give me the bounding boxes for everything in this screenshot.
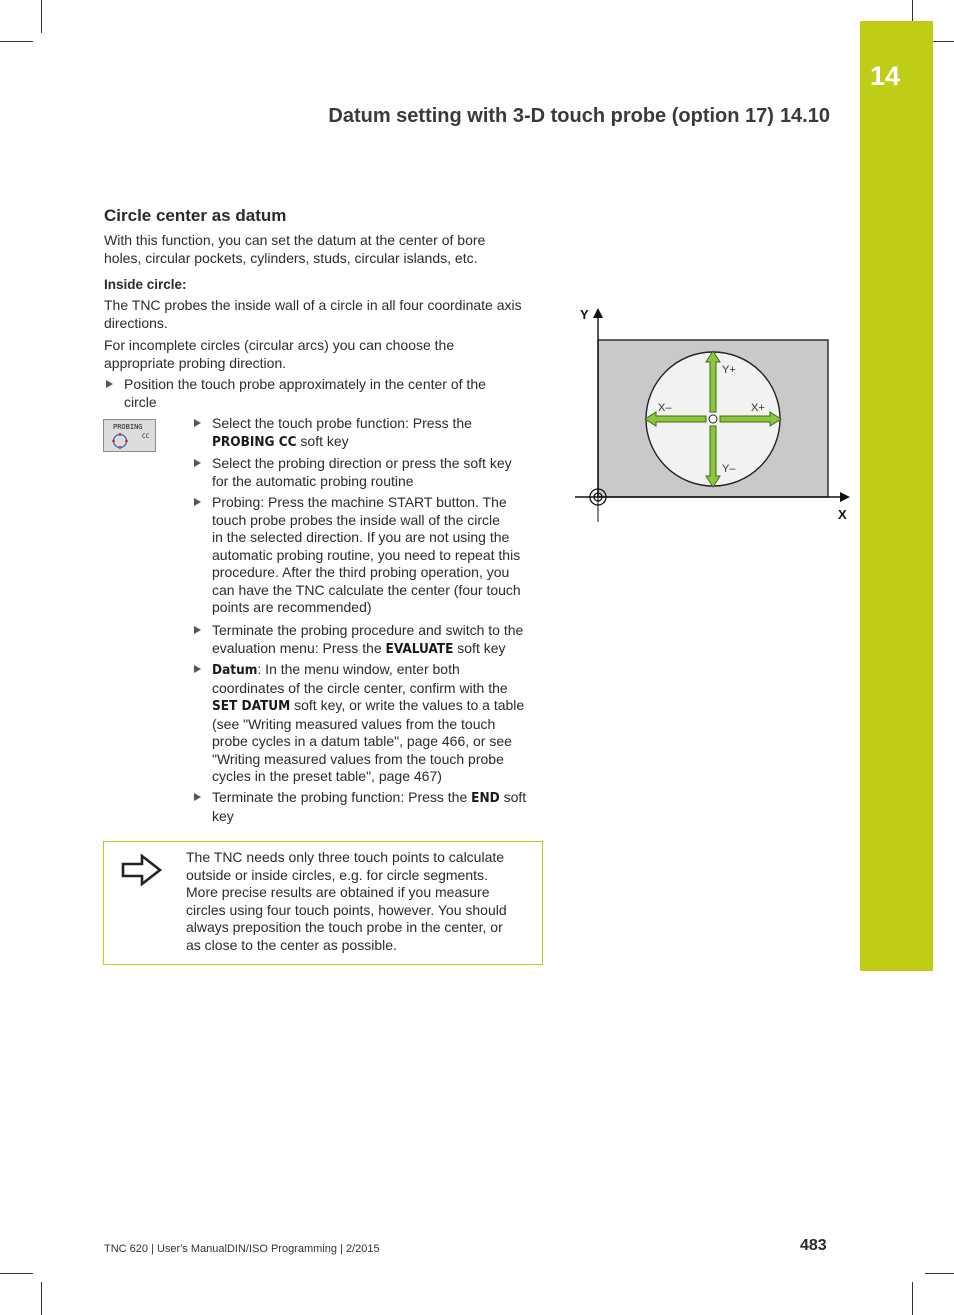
step-text: soft key: [296, 432, 349, 449]
label-x-minus: X–: [658, 402, 672, 414]
step-datum: [212, 661, 547, 786]
footer-text: TNC 620 | User's ManualDIN/ISO Programming | 2/2015: [104, 1243, 380, 1255]
intro-line: With this function, you can set the datum at the center of bore: [104, 232, 486, 248]
crop-mark: [933, 41, 954, 42]
inside-circle-heading: Inside circle:: [104, 277, 187, 292]
note-line: as close to the center as possible.: [186, 936, 397, 953]
softkey-name: END: [471, 790, 500, 806]
step-text: soft: [499, 789, 527, 805]
note-line: outside or inside circles, e.g. for circle segments.: [186, 866, 488, 883]
step-terminate-evaluate: [212, 622, 547, 658]
intro-paragraph: [104, 232, 544, 267]
crop-mark: [41, 0, 42, 33]
bullet-triangle-icon: [194, 459, 201, 467]
note-line: The TNC needs only three touch points to calculate: [186, 849, 505, 865]
inside-paragraph: [104, 297, 544, 332]
step-line: (see "Writing measured values from the touch: [212, 715, 496, 732]
label-y-plus: Y+: [722, 364, 736, 376]
step-text: soft key, or write the values to a table: [290, 697, 525, 713]
bullet-triangle-icon: [194, 626, 201, 634]
header-section-number: 14.10: [779, 105, 830, 127]
step-line: touch probe probes the inside wall of the circle: [212, 511, 500, 528]
step-terminate-probing: [212, 789, 547, 825]
step-line: procedure. After the third probing operation, you: [212, 564, 510, 580]
section-heading: Circle center as datum: [104, 206, 287, 225]
step-probing-start: [212, 494, 552, 617]
bullet-triangle-icon: [106, 380, 113, 388]
crop-mark: [41, 1282, 42, 1315]
axis-y-label: Y: [580, 307, 589, 322]
step-line: automatic probing routine, you need to repeat this: [212, 546, 521, 563]
crop-mark: [912, 0, 913, 21]
page-number: 483: [800, 1237, 827, 1254]
note-line: More precise results are obtained if you measure: [186, 884, 490, 900]
step-line: probe cycles in a datum table", page 466, or see: [212, 733, 512, 749]
crop-mark: [925, 1273, 954, 1274]
step-line: Terminate the probing procedure and switch to the: [212, 622, 524, 638]
step-line: for the automatic probing routine: [212, 472, 414, 489]
note-text: [186, 849, 536, 954]
softkey-name: EVALUATE: [385, 640, 454, 657]
bullet-triangle-icon: [194, 665, 201, 673]
step-line: Position the touch probe approximately in the center of the: [124, 376, 486, 392]
incomplete-line: For incomplete circles (circular arcs) you can choose the: [104, 337, 455, 353]
bullet-triangle-icon: [194, 419, 201, 427]
incomplete-line: appropriate probing direction.: [104, 354, 287, 371]
softkey-sublabel: CC: [142, 433, 150, 440]
softkey-name: SET DATUM: [212, 698, 291, 714]
step-text: evaluation menu: Press the: [212, 639, 386, 656]
label-x-plus: X+: [751, 402, 765, 414]
inside-line: The TNC probes the inside wall of a circle in all four coordinate axis: [104, 297, 522, 313]
inside-line: directions.: [104, 314, 168, 331]
step-line: coordinates of the circle center, confirm with the: [212, 679, 508, 696]
note-arrow-icon: [120, 852, 164, 888]
softkey-label: PROBING: [113, 423, 143, 431]
running-header: [328, 104, 830, 128]
step-line: key: [212, 807, 234, 824]
step-line: Select the touch probe function: Press the: [212, 415, 472, 431]
crop-mark: [0, 41, 33, 42]
bullet-triangle-icon: [194, 498, 201, 506]
probe-circle-icon: [104, 420, 155, 451]
softkey-name: PROBING CC: [212, 433, 297, 450]
chapter-tab: [860, 21, 933, 971]
step-probing-direction: [212, 455, 552, 490]
crop-mark: [0, 1273, 33, 1274]
circle-probing-diagram: [570, 300, 860, 530]
note-line: always preposition the touch probe in the center, or: [186, 919, 503, 935]
header-title: Datum setting with 3-D touch probe (option 17): [328, 105, 774, 127]
step-position-probe: [124, 376, 544, 411]
probe-center: [709, 415, 717, 423]
label-y-minus: Y–: [722, 463, 736, 475]
step-line: can have the TNC calculate the center (four touch: [212, 581, 521, 598]
step-select-function: [212, 415, 552, 451]
bullet-triangle-icon: [194, 793, 201, 801]
step-line: Select the probing direction or press the soft key: [212, 455, 512, 471]
note-line: circles using four touch points, however. You should: [186, 901, 507, 918]
step-text: Terminate the probing function: Press the: [212, 789, 472, 805]
chapter-number: 14: [870, 61, 901, 91]
step-text: : In the menu window, enter both: [257, 661, 460, 677]
step-line: "Writing measured values from the touch probe: [212, 750, 504, 767]
step-line: cycles in the preset table", page 467): [212, 768, 442, 784]
intro-line: holes, circular pockets, cylinders, studs, circular islands, etc.: [104, 249, 478, 266]
probing-cc-softkey-icon: [103, 419, 156, 452]
step-text: soft key: [453, 639, 506, 656]
step-line: in the selected direction. If you are not using the: [212, 529, 510, 545]
step-line: points are recommended): [212, 599, 372, 615]
step-line: circle: [124, 393, 157, 410]
crop-mark: [912, 1282, 913, 1315]
softkey-name: Datum: [212, 662, 258, 678]
step-line: Probing: Press the machine START button. The: [212, 494, 507, 510]
incomplete-paragraph: [104, 337, 544, 372]
axis-x-label: X: [838, 507, 847, 522]
